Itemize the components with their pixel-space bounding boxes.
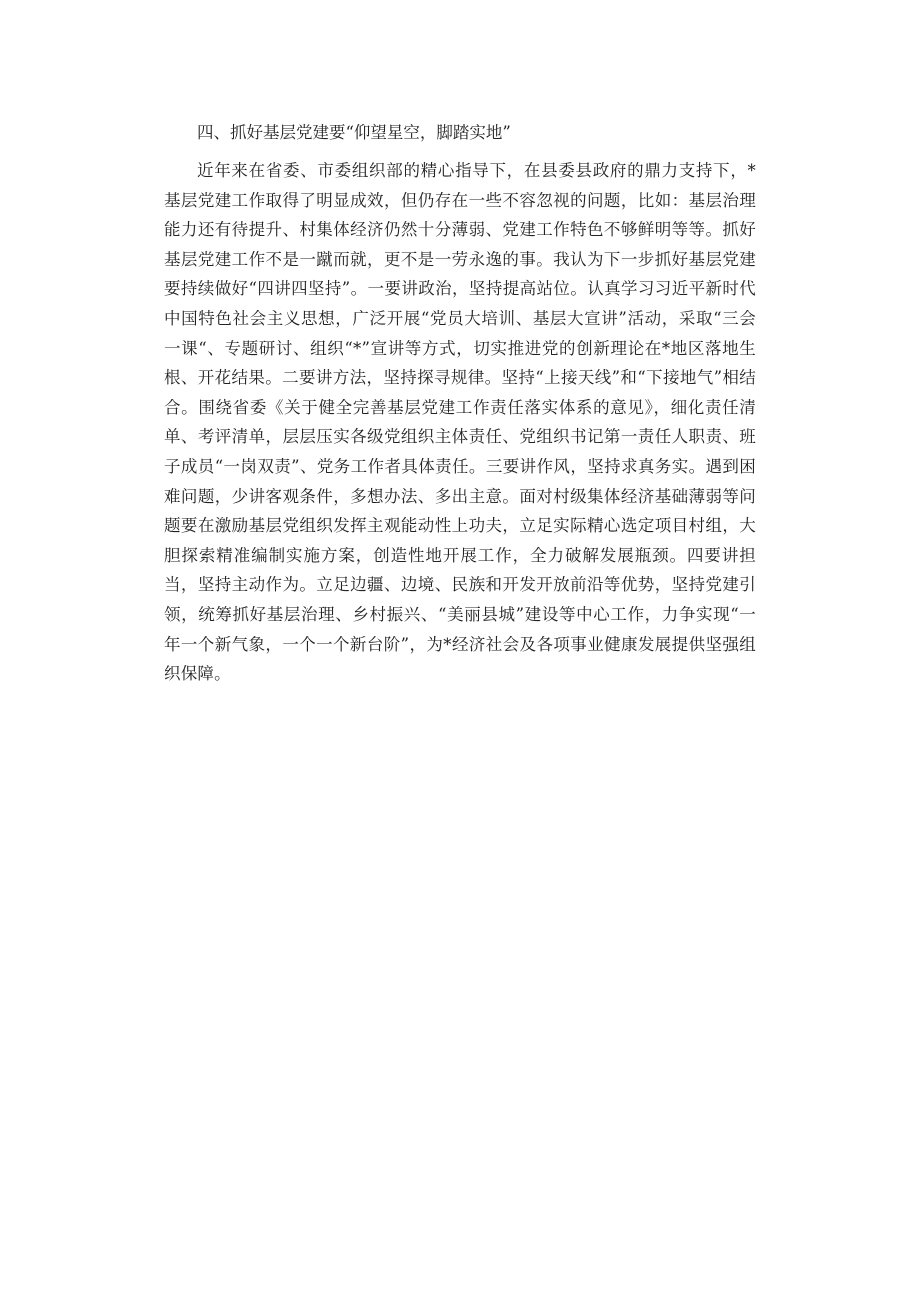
document-body bbox=[164, 118, 756, 689]
section-heading: 四、抓好基层党建要“仰望星空，脚踏实地” bbox=[197, 123, 511, 142]
body-paragraph: 近年来在省委、市委组织部的精心指导下，在县委县政府的鼎力支持下，*基层党建工作取得了明显成效，但仍存在一些不容忽视的问题，比如：基层治理能力还有待提升、村集体经济仍然十分薄弱、党建工作特色不够鲜明等等。抓好基层党建工作不是一蹴而就，更不是一劳永逸的事。我认为下一步抓好基层党建要持续做好“四讲四坚持”。一要讲政治，坚持提高站位。认真学习习近平新时代中国特色社会主义思想，广泛开展“党员大培训、基层大宣讲”活动，采取“三会一课“、专题研讨、组织“*”宣讲等方式，切实推进党的创新理论在*地区落地生根、开花结果。二要讲方法，坚持探寻规律。坚持“上接天线”和“下接地气”相结合。围绕省委《关于健全完善基层党建工作责任落实体系的意见》，细化责任清单、考评清单，层层压实各级党组织主体责任、党组织书记第一责任人职责、班子成员“一岗双责”、党务工作者具体责任。三要讲作风，坚持求真务实。遇到困难问题，少讲客观条件，多想办法、多出主意。面对村级集体经济基础薄弱等问题要在激励基层党组织发挥主观能动性上功夫，立足实际精心选定项目村组，大胆探索精准编制实施方案，创造性地开展工作，全力破解发展瓶颈。四要讲担当，坚持主动作为。立足边疆、边境、民族和开发开放前沿等优势，坚持党建引领，统筹抓好基层治理、乡村振兴、“美丽县城”建设等中心工作，力争实现“一年一个新气象，一个一个新台阶”，为*经济社会及各项事业健康发展提供坚强组织保障。 bbox=[164, 161, 756, 684]
